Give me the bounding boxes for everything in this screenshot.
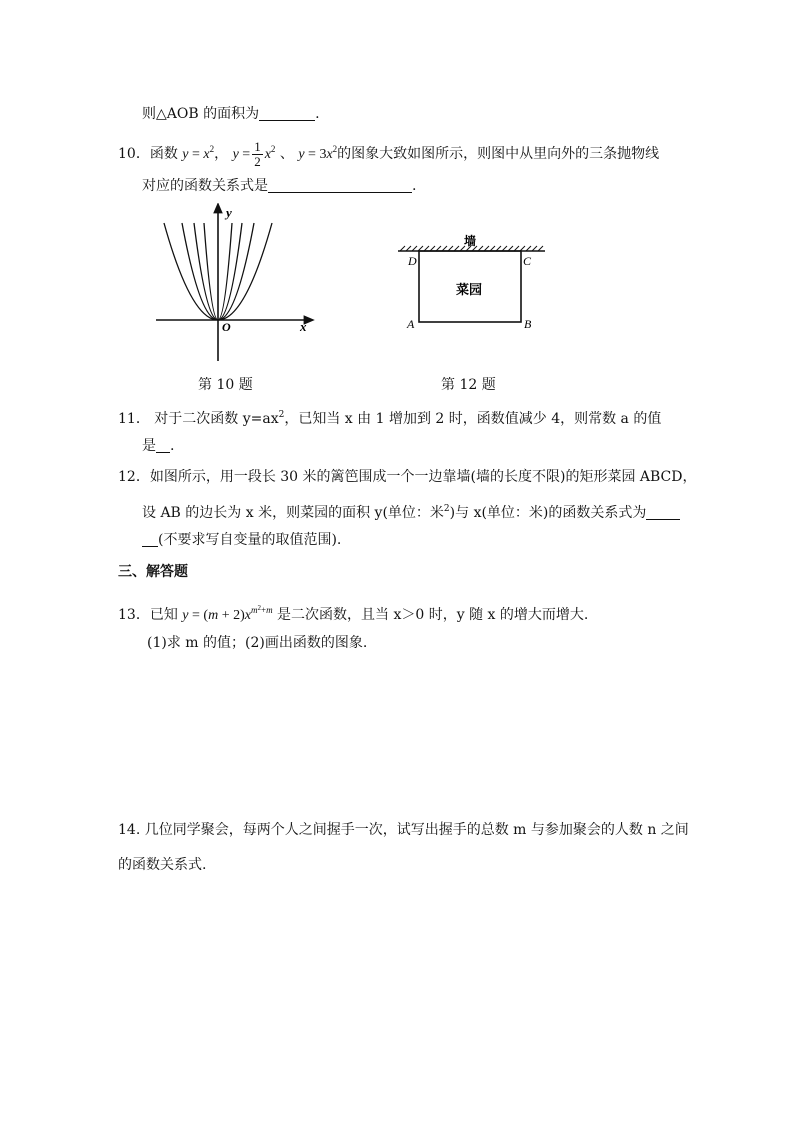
q11-line1: 11． 对于二次函数 $y=ax^2$，已知当 x 由 1 增加到 2 时，函数值减少 4，则常数 a 的值 (118, 410, 662, 427)
x-axis-label: x (300, 319, 307, 334)
wall-label: 墙 (464, 234, 477, 248)
figure-10-caption: 第 10 题 (198, 377, 253, 393)
q10-line2: 对应的函数关系式是 . (142, 178, 417, 194)
section-3-title: 三、解答题 (118, 564, 188, 580)
vertex-d: D (408, 254, 417, 268)
q12-line1: 12．如图所示，用一段长 30 米的篱笆围成一个一边靠墙(墙的长度不限)的矩形菜园 ABCD， (118, 469, 697, 485)
q14-line1: 14. 几位同学聚会，每两个人之间握手一次，试写出握手的总数 m 与参加聚会的人数 n 之间 (118, 822, 689, 838)
figure-12-caption: 第 12 题 (441, 377, 496, 393)
q10-number: 10．函数 (118, 146, 178, 162)
q14-line2: 的函数关系式. (118, 857, 207, 873)
q13-line1: 13．已知 $y = (m + 2)x^{m^2+m}$ 是二次函数，且当 x＞0 时，y 随 x 的增大而增大. (118, 604, 589, 623)
vertex-b: B (524, 317, 532, 331)
q10-func2: y = $\frac{1}{2}$ $x^2$ (232, 139, 276, 170)
y-axis-label: y (226, 205, 232, 220)
vertex-a: A (407, 317, 415, 331)
origin-label: O (222, 320, 231, 334)
garden-label: 菜园 (456, 283, 483, 298)
q12-blank-1 (646, 505, 680, 520)
q10-line1: 10．函数 $y = x^2$， y = $\frac{1}{2}$ $x^2$ 、 $y = 3x^2$的图象大致如图所示，则图中从里向外的三条抛物线 (118, 139, 660, 170)
q13-line2: (1)求 m 的值；(2)画出函数的图象. (147, 635, 368, 651)
q11-line2: 是 . (142, 438, 175, 454)
q12-line3: (不要求写自变量的取值范围). (142, 530, 341, 550)
figure-12-garden (393, 232, 553, 342)
q10-blank (268, 178, 412, 193)
q12-line2: 设 AB 的边长为 x 米，则菜园的面积 y(单位：米$^2$)与 x(单位：米)的函数关系式为 (142, 499, 680, 523)
q10-text: 的图象大致如图所示，则图中从里向外的三条抛物线 (337, 146, 660, 162)
q13-function: $y = (m + 2)x^{m^2+m}$ (182, 604, 273, 623)
q10-func3: $y = 3x^2$ (298, 144, 338, 162)
q12-blank-2 (142, 532, 158, 547)
q9-text: 则△AOB 的面积为 (142, 106, 260, 122)
figure-10-parabolas (150, 203, 330, 363)
q9-line: 则△AOB 的面积为 . (142, 106, 320, 122)
q9-blank (259, 106, 315, 121)
q10-func1: $y = x^2$ (182, 144, 215, 162)
q11-blank (156, 438, 170, 453)
vertex-c: C (523, 254, 532, 268)
